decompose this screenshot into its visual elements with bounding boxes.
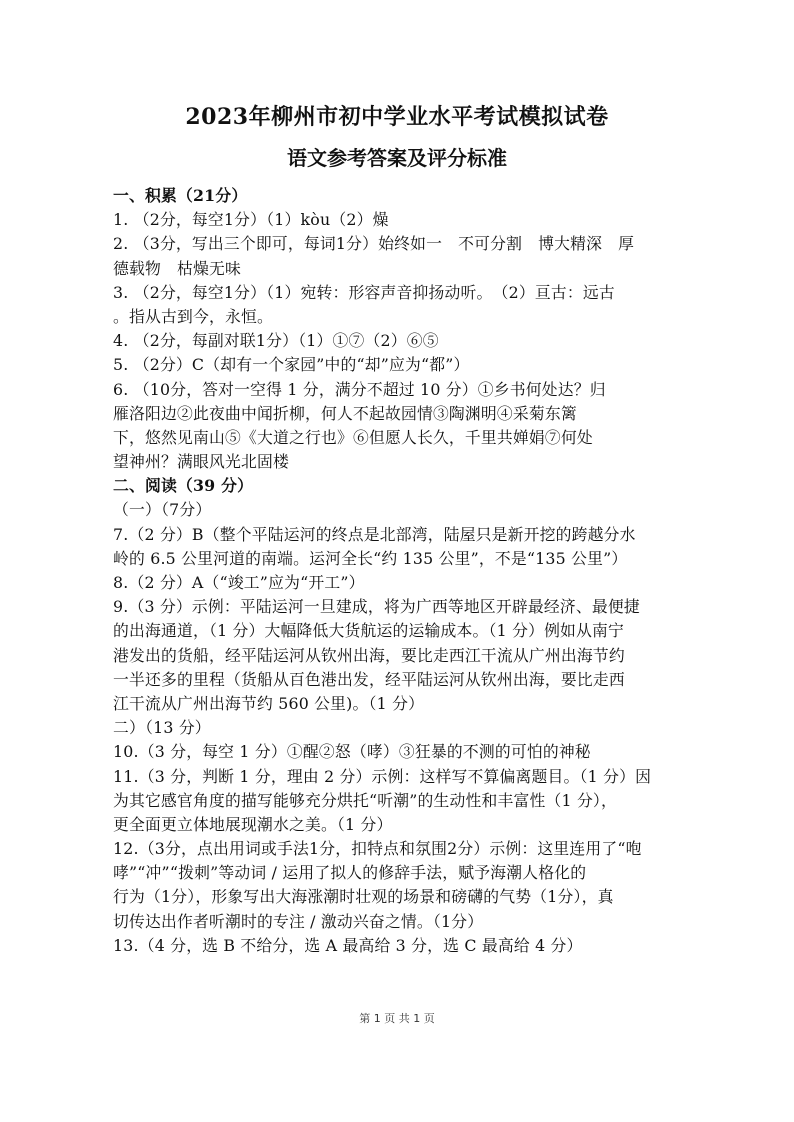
answer-line: 行为（1分），形象写出大海涨潮时壮观的场景和磅礴的气势（1分），真 <box>113 887 614 907</box>
answer-line: 11.（3 分，判断 1 分，理由 2 分）示例：这样写不算偏离题目。（1 分）因 <box>113 766 652 786</box>
answer-line: 下，悠然见南山⑤《大道之行也》⑥但愿人长久，千里共婵娟⑦何处 <box>113 427 593 447</box>
answer-line: 10.（3 分，每空 1 分）①醒②怒（哮）③狂暴的不测的可怕的神秘 <box>113 742 591 762</box>
answer-line: 6. （10分，答对一空得 1 分，满分不超过 10 分）①乡书何处达？归 <box>113 379 606 399</box>
answer-line: 江干流从广州出海节约 560 公里)。（1 分） <box>113 693 425 713</box>
answer-line: 雁洛阳边②此夜曲中闻折柳，何人不起故园情③陶渊明④采菊东篱 <box>113 403 577 423</box>
answer-line: 的出海通道，（1 分）大幅降低大货航运的运输成本。（1 分）例如从南宁 <box>113 621 625 641</box>
answer-line: 13.（4 分，选 B 不给分，选 A 最高给 3 分，选 C 最高给 4 分） <box>113 935 583 955</box>
answer-line: 哮”“冲”“拨刺”等动词 / 运用了拟人的修辞手法，赋予海潮人格化的 <box>113 863 587 883</box>
answer-line: 切传达出作者听潮时的专注 / 激动兴奋之情。（1分） <box>113 911 484 931</box>
document-title: 2023年柳州市初中学业水平考试模拟试卷 <box>185 104 609 130</box>
answer-line: 。指从古到今，永恒。 <box>113 306 273 326</box>
answer-line: 2. （3分，写出三个即可，每词1分）始终如一 不可分割 博大精深 厚 <box>113 234 635 254</box>
answer-line: 5. （2分）C（却有一个家园”中的“却”应为“都”） <box>113 355 470 375</box>
answer-line: 4. （2分，每副对联1分）（1）①⑦（2）⑥⑤ <box>113 331 439 351</box>
section-heading: 二、阅读（39 分） <box>113 476 254 496</box>
section-heading: 一、积累（21分） <box>113 186 248 205</box>
answer-line: 3. （2分，每空1分）（1）宛转：形容声音抑扬动听。 （2）亘古：远古 <box>113 282 615 302</box>
answer-line: 为其它感官角度的描写能够充分烘托“听潮”的生动性和丰富性（1 分）， <box>113 790 618 810</box>
answer-line: 1. （2分，每空1分）（1）kòu（2）燥 <box>113 210 389 230</box>
answer-line: 岭的 6.5 公里河道的南端。运河全长“约 135 公里”，不是“135 公里”） <box>113 548 628 568</box>
answer-line: 8.（2 分）A（“竣工”应为“开工”） <box>113 573 365 592</box>
document-subtitle: 语文参考答案及评分标准 <box>287 146 507 170</box>
answer-body <box>113 184 718 958</box>
answer-line: 7.（2 分）B（整个平陆运河的终点是北部湾，陆屋只是新开挖的跨越分水 <box>113 524 636 544</box>
page-footer: 第 1 页 共 1 页 <box>359 1012 435 1025</box>
answer-line: 更全面更立体地展现潮水之美。（1 分） <box>113 814 393 834</box>
answer-line: 一半还多的里程（货船从百色港出发，经平陆运河从钦州出海，要比走西 <box>113 669 625 689</box>
answer-line: 12.（3分，点出用词或手法1分，扣特点和氛围2分）示例：这里连用了“咆 <box>113 839 642 859</box>
answer-line: 港发出的货船，经平陆运河从钦州出海，要比走西江干流从广州出海节约 <box>113 645 625 665</box>
answer-line: 9.（3 分）示例：平陆运河一旦建成，将为广西等地区开辟最经济、最便捷 <box>113 597 640 617</box>
subsection-heading: 二）（13 分） <box>113 718 211 738</box>
answer-line: 德载物 枯燥无味 <box>113 258 241 278</box>
subsection-heading: （一）（7分） <box>113 500 212 520</box>
answer-line: 望神州？满眼风光北固楼 <box>113 452 289 472</box>
